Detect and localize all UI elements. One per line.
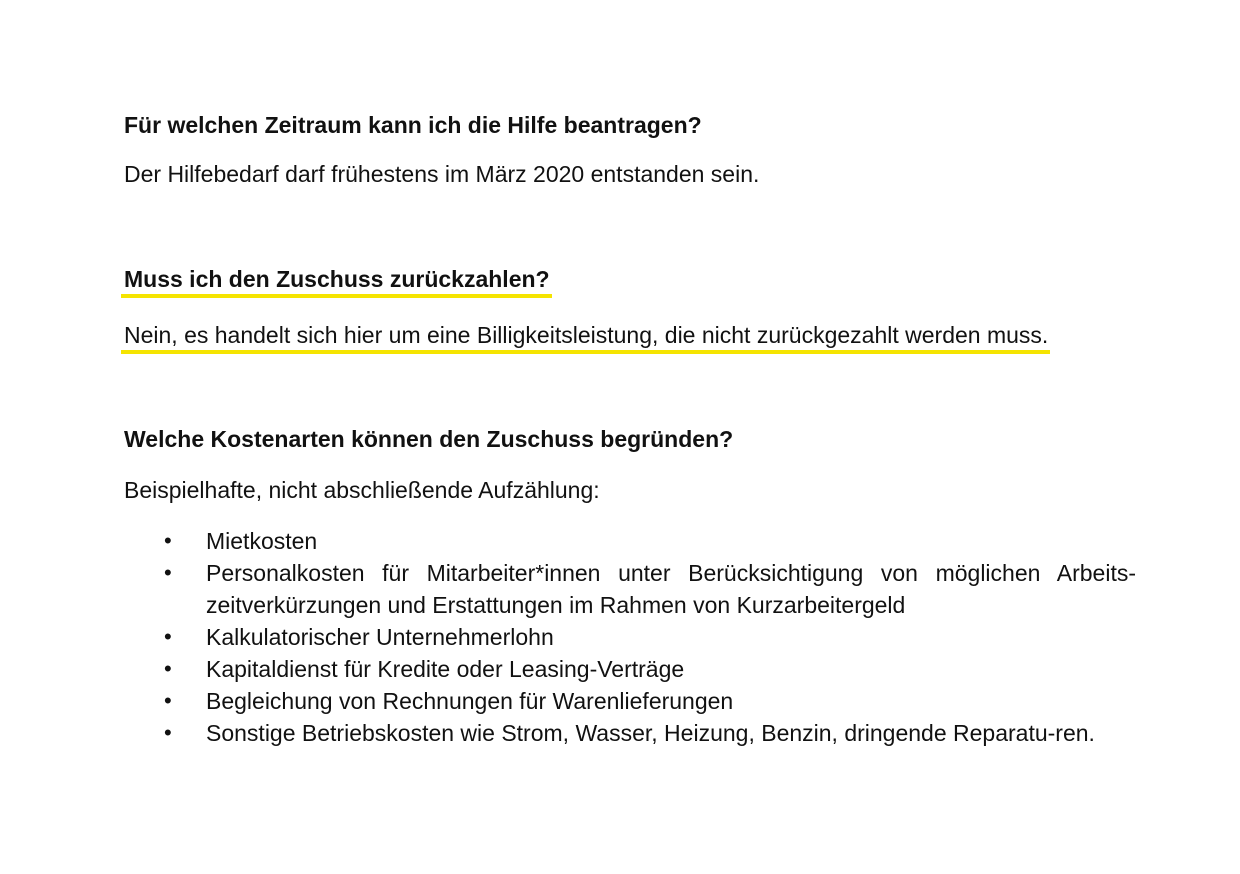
highlighted-answer: Nein, es handelt sich hier um eine Billigkeitsleistung, die nicht zurückgezahlt werden muss. — [121, 321, 1050, 354]
bullet-icon: • — [164, 720, 172, 745]
list-item-text: Kapitaldienst für Kredite oder Leasing-Verträge — [206, 656, 685, 682]
bullet-icon: • — [164, 688, 172, 713]
section-heading-cost-types: Welche Kostenarten können den Zuschuss begründen? — [124, 426, 734, 452]
list-item-text: Mietkosten — [206, 528, 318, 554]
section-heading-repayment — [124, 265, 552, 298]
section-text-period: Der Hilfebedarf darf frühestens im März 2020 entstanden sein. — [124, 161, 760, 187]
list-item — [124, 685, 1136, 717]
bullet-icon: • — [164, 656, 172, 681]
list-item-text: Begleichung von Rechnungen für Warenlieferungen — [206, 688, 734, 714]
highlighted-heading: Muss ich den Zuschuss zurückzahlen? — [121, 265, 552, 298]
list-item — [124, 621, 1136, 653]
list-item — [124, 557, 1136, 621]
list-item — [124, 653, 1136, 685]
list-item — [124, 525, 1136, 557]
bullet-icon: • — [164, 528, 172, 553]
section-text-cost-types: Beispielhafte, nicht abschließende Aufzählung: — [124, 477, 600, 503]
cost-types-list — [124, 525, 1136, 749]
section-text-repayment — [124, 321, 1050, 354]
list-item — [124, 717, 1136, 749]
section-heading-period: Für welchen Zeitraum kann ich die Hilfe beantragen? — [124, 112, 702, 138]
list-item-text: Kalkulatorischer Unternehmerlohn — [206, 624, 554, 650]
bullet-icon: • — [164, 560, 172, 585]
list-item-text: Personalkosten für Mitarbeiter*innen unter Berücksichtigung von möglichen Arbeits-zeitverkürzungen und Erstattungen im Rahmen von Kurzarbeitergeld — [206, 560, 1136, 618]
list-item-text: Sonstige Betriebskosten wie Strom, Wasser, Heizung, Benzin, dringende Reparatu-ren. — [206, 720, 1095, 746]
bullet-icon: • — [164, 624, 172, 649]
